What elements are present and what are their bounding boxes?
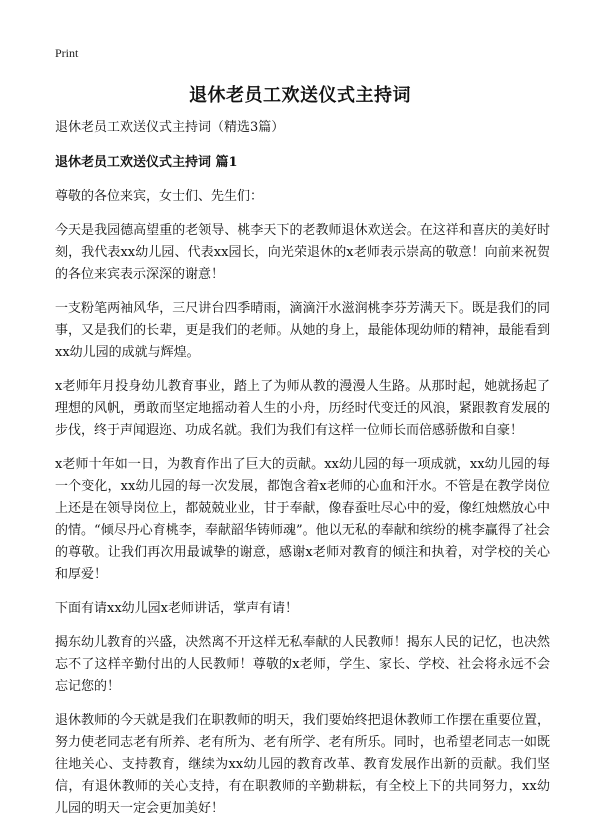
paragraph: x老师年月投身幼儿教育事业，踏上了为师从教的漫漫人生路。从那时起，她就扬起了理想的风帆，勇敢而坚定地摇动着人生的小舟，历经时代变迁的风浪，紧跟教育发展的步伐，终于声闻遐迩、功成名就。我们为我们有这样一位师长而倍感骄傲和自豪！ [55, 379, 550, 438]
paragraph: x老师十年如一日，为教育作出了巨大的贡献。xx幼儿园的每一项成就，xx幼儿园的每一个变化，xx幼儿园的每一次发展，都饱含着x老师的心血和汗水。不管是在教学岗位上还是在领导岗位上，都兢兢业业，甘于奉献，像春蚕吐尽心中的爱，像红烛燃放心中的情。“倾尽丹心育桃李，奉献韶华铸师魂”。他以无私的奉献和缤纷的桃李赢得了社会的尊敬。让我们再次用最诚挚的谢意，感谢x老师对教育的倾注和执着，对学校的关心和厚爱！ [55, 457, 550, 582]
paragraph: 揭东幼儿教育的兴盛，决然离不开这样无私奉献的人民教师！揭东人民的记忆，也决然忘不了这样辛勤付出的人民教师！尊敬的x老师，学生、家长、学校、社会将永远不会忘记您的！ [55, 635, 550, 694]
print-link[interactable]: Print [55, 46, 79, 60]
section-heading: 退休老员工欢送仪式主持词 篇1 [55, 155, 238, 170]
paragraph: 退休教师的今天就是我们在职教师的明天，我们要始终把退休教师工作摆在重要位置，努力使老同志老有所养、老有所为、老有所学、老有所乐。同时，也希望老同志一如既往地关心、支持教育，继续为xx幼儿园的教育改革、教育发展作出新的贡献。我们坚信，有退休教师的关心支持，有在职教师的辛勤耕耘，有全校上下的共同努力，xx幼儿园的明天一定会更加美好！ [55, 713, 550, 816]
paragraph: 今天是我园德高望重的老领导、桃李天下的老教师退休欢送会。在这祥和喜庆的美好时刻，我代表xx幼儿园、代表xx园长，向光荣退休的x老师表示崇高的敬意！向前来祝贺的各位来宾表示深深的谢意！ [55, 223, 550, 282]
paragraph: 一支粉笔两袖风华，三尺讲台四季晴雨，滴滴汗水滋润桃李芬芳满天下。既是我们的同事，又是我们的长辈，更是我们的老师。从她的身上，最能体现幼师的精神，最能看到xx幼儿园的成就与辉煌。 [55, 301, 550, 360]
page-title: 退休老员工欢送仪式主持词 [189, 85, 411, 106]
paragraph: 下面有请xx幼儿园x老师讲话，掌声有请！ [55, 601, 298, 616]
paragraph-greeting: 尊敬的各位来宾，女士们、先生们： [55, 189, 264, 204]
document-subtitle: 退休老员工欢送仪式主持词（精选3篇） [55, 120, 285, 135]
document-body [55, 117, 550, 832]
